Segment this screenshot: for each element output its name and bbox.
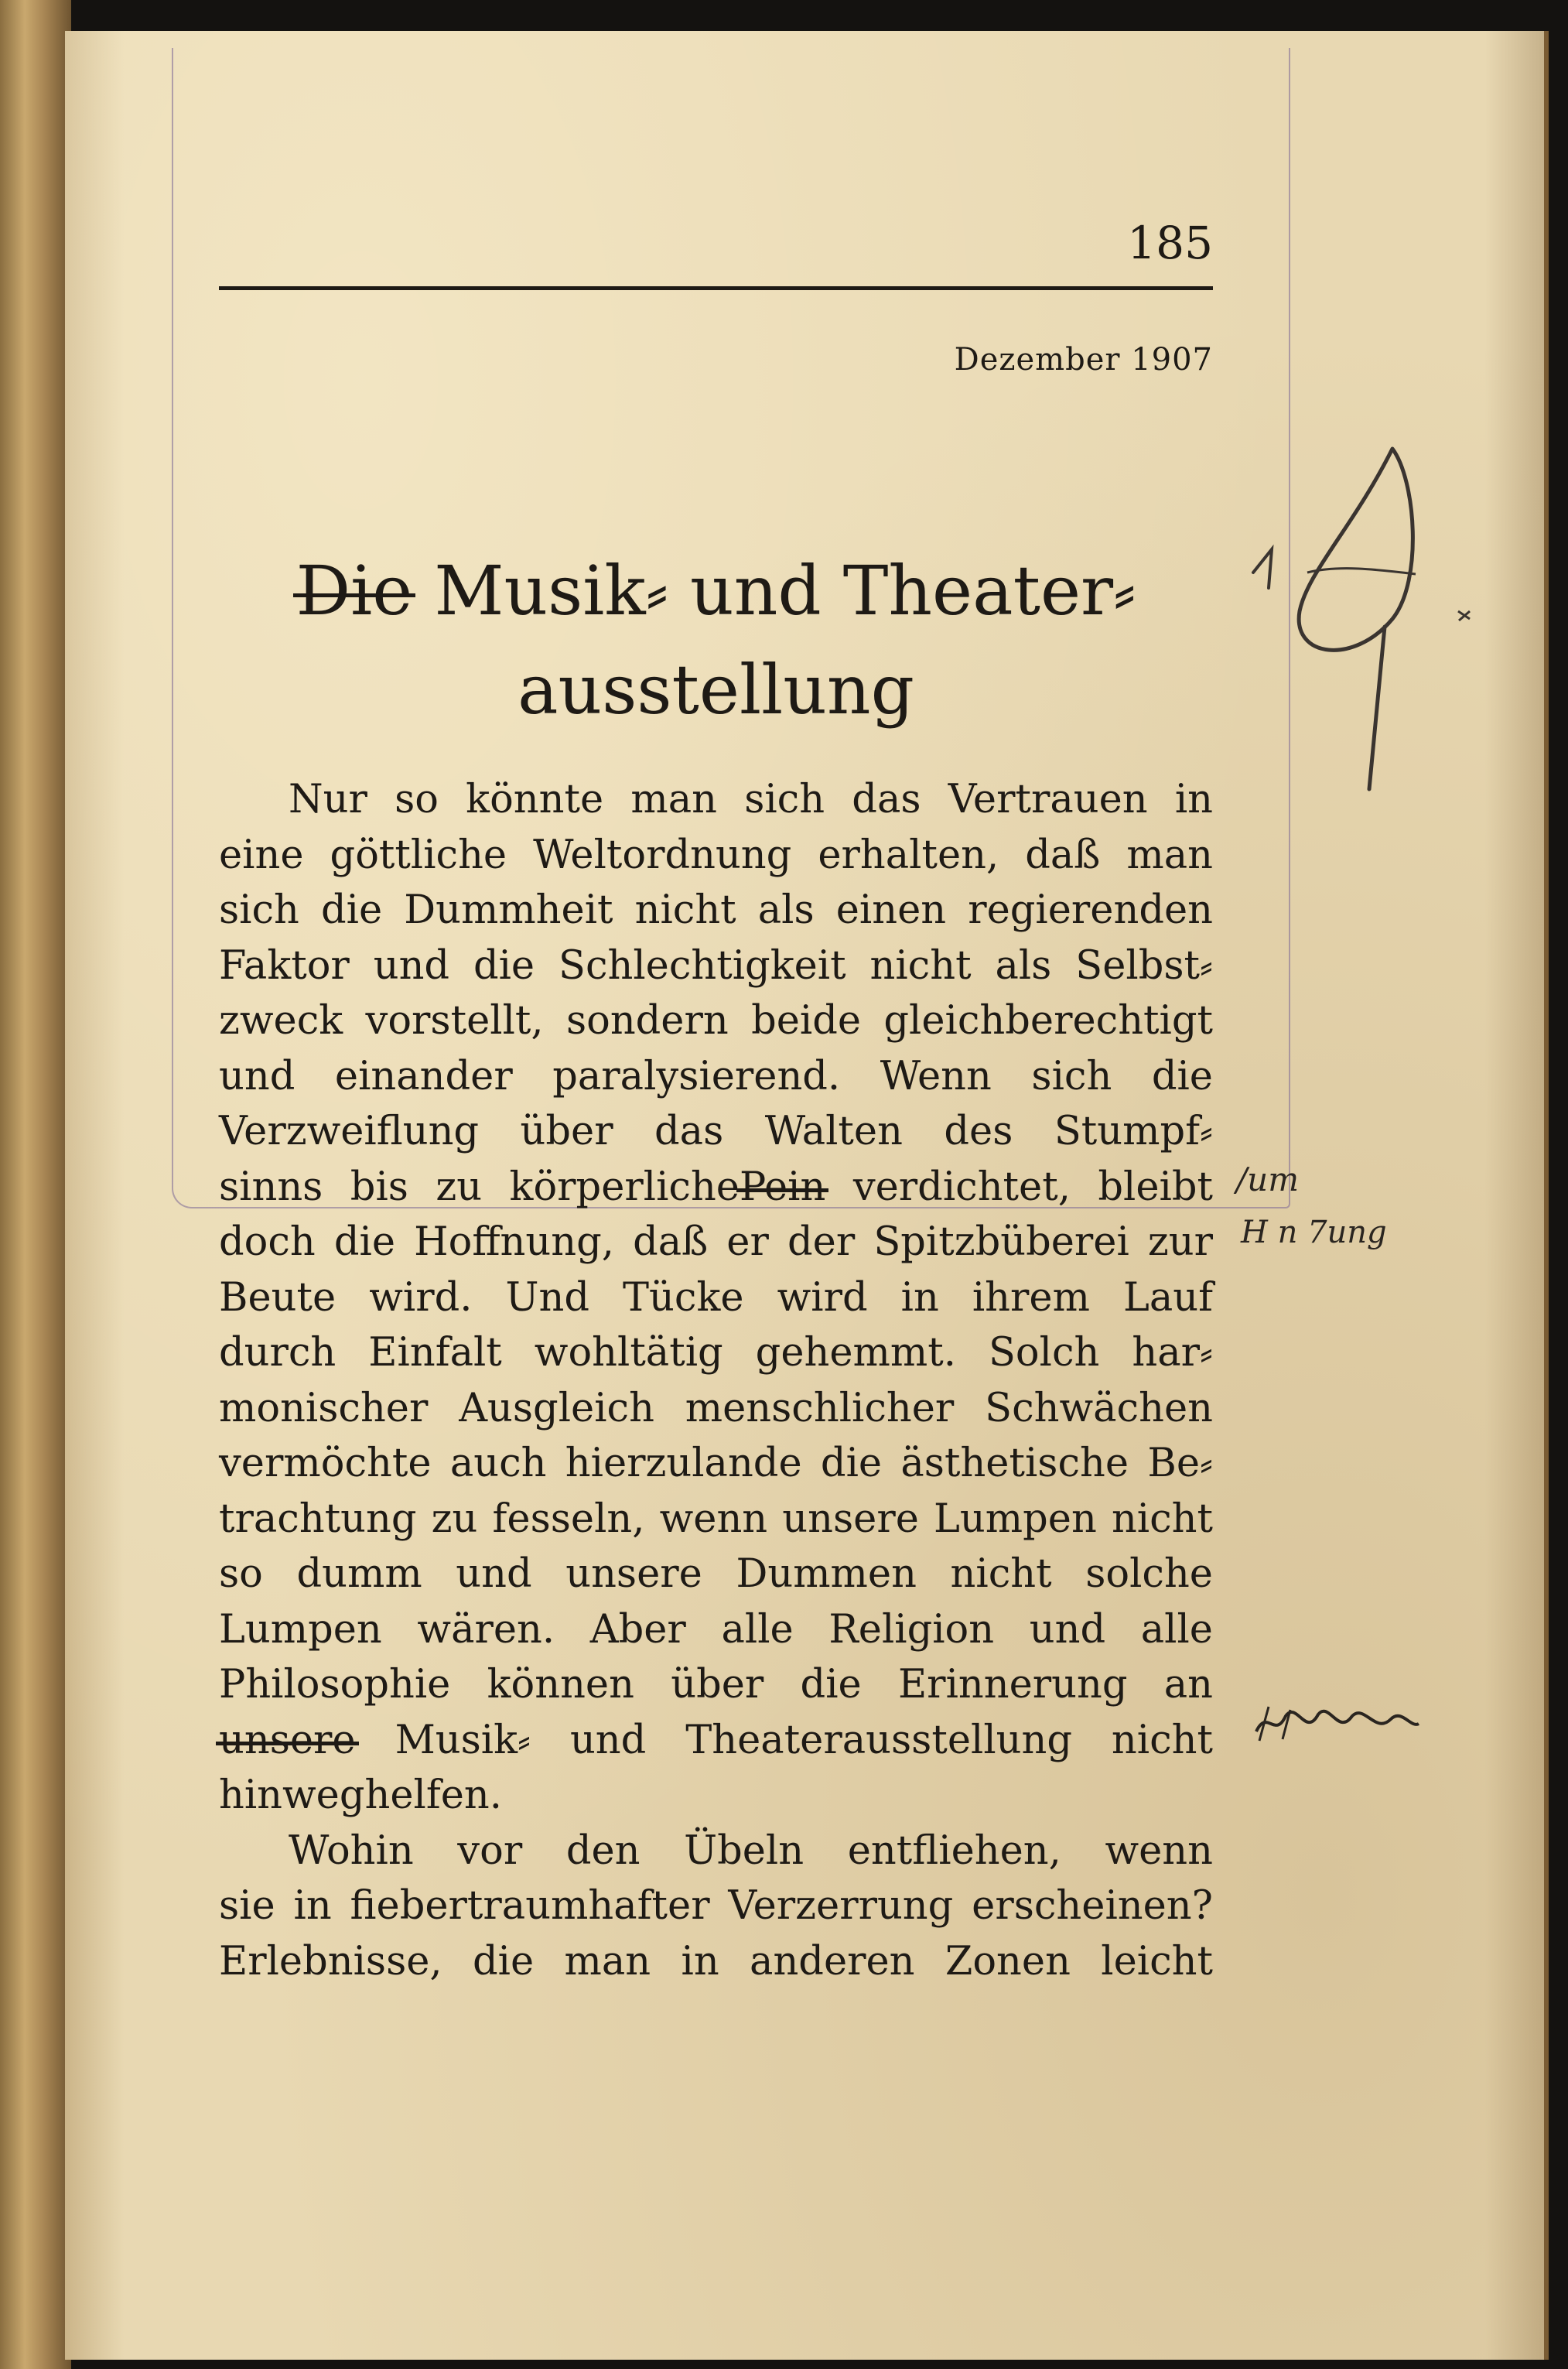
- title-line-1: [219, 542, 1213, 641]
- text-line: Faktor und die Schlechtigkeit nicht als Selbst⸗: [219, 942, 1213, 989]
- pencil-scribble-mark: [1238, 433, 1532, 836]
- text-line-unsere: [219, 1713, 1213, 1769]
- text-line: durch Einfalt wohltätig gehemmt. Solch har⸗: [219, 1330, 1213, 1376]
- article-title: [219, 542, 1213, 740]
- page-number: 185: [1127, 217, 1213, 269]
- text-line: und einander paralysierend. Wenn sich die: [219, 1053, 1213, 1099]
- title-struck-word: Die: [296, 542, 413, 641]
- text-line: monischer Ausgleich menschlicher Schwächen: [219, 1385, 1213, 1431]
- title-line-1-text: Musik⸗ und Theater⸗: [434, 551, 1136, 631]
- text-line: so dumm und unsere Dummen nicht solche: [219, 1551, 1213, 1597]
- text-line: Beute wird. Und Tücke wird in ihrem Lauf: [219, 1274, 1213, 1321]
- body-text: [219, 772, 1213, 1989]
- margin-scribble-hatch: [1252, 1701, 1422, 1747]
- text-line: doch die Hoffnung, daß er der Spitzbüberei zur: [219, 1219, 1213, 1265]
- text-line: Verzweiflung über das Walten des Stumpf⸗: [219, 1109, 1213, 1154]
- margin-note-1: /um: [1236, 1161, 1300, 1198]
- strike-line-after: verdichtet, bleibt: [852, 1164, 1213, 1210]
- unsere-line-rest: Musik⸗ und Theaterausstellung nicht: [395, 1717, 1213, 1763]
- running-head: Dezember 1907: [954, 342, 1213, 378]
- title-line-2: ausstellung: [518, 650, 914, 730]
- text-line: sie in fiebertraumhafter Verzerrung erscheinen?: [219, 1883, 1213, 1929]
- strike-line-before: sinns bis zu körperliche: [219, 1164, 740, 1210]
- text-line: trachtung zu fesseln, wenn unsere Lumpen nicht: [219, 1496, 1213, 1542]
- text-line-with-strike: [219, 1160, 1213, 1215]
- book-gutter: [0, 0, 71, 2369]
- margin-note-2: H n 7ung: [1241, 1215, 1387, 1250]
- struck-word-unsere: unsere: [219, 1713, 356, 1769]
- text-line: eine göttliche Weltordnung erhalten, daß man: [219, 832, 1213, 878]
- text-line: Philosophie können über die Erinnerung an: [219, 1662, 1213, 1708]
- text-line: Wohin vor den Übeln entfliehen, wenn: [289, 1827, 1213, 1874]
- struck-word-pein: Pein: [740, 1160, 825, 1215]
- text-line: zweck vorstellt, sondern beide gleichberechtigt: [219, 998, 1213, 1044]
- header-rule: [219, 286, 1213, 290]
- text-line: hinweghelfen.: [219, 1772, 502, 1818]
- text-line: Erlebnisse, die man in anderen Zonen leicht: [219, 1938, 1213, 1984]
- text-line: Nur so könnte man sich das Vertrauen in: [289, 777, 1213, 822]
- text-line: Lumpen wären. Aber alle Religion und alle: [219, 1606, 1213, 1653]
- text-line: vermöchte auch hierzulande die ästhetische Be⸗: [219, 1441, 1213, 1486]
- text-line: sich die Dummheit nicht als einen regierenden: [219, 887, 1213, 933]
